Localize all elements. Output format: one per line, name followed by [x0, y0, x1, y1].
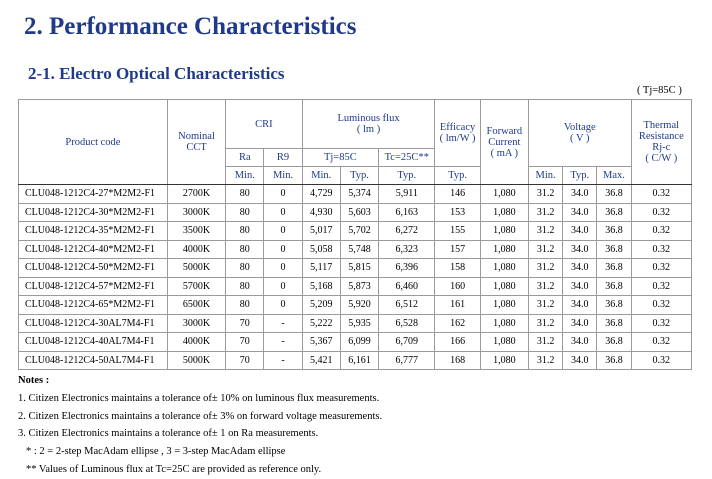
cell-voltage-max: 36.8: [597, 185, 631, 204]
cell-voltage-typ: 34.0: [563, 351, 597, 370]
cell-efficacy: 162: [435, 314, 480, 333]
cell-forward-current: 1,080: [480, 222, 528, 241]
cell-forward-current: 1,080: [480, 296, 528, 315]
table-row: [19, 296, 692, 315]
header-efficacy-unit: ( lm/W ): [439, 133, 476, 144]
cell-flux-min: 4,729: [302, 185, 340, 204]
cell-voltage-min: 31.2: [528, 277, 562, 296]
table-row: [19, 333, 692, 352]
header-efficacy: [435, 100, 480, 167]
cell-voltage-min: 31.2: [528, 259, 562, 278]
header-voltage-max: Max.: [597, 167, 631, 185]
cell-flux-tc25: 6,528: [379, 314, 435, 333]
header-luminous-flux: [302, 100, 435, 149]
table-row: [19, 277, 692, 296]
table-row: [19, 222, 692, 241]
cell-cct: 5700K: [167, 277, 225, 296]
cell-efficacy: 157: [435, 240, 480, 259]
notes-section: [18, 372, 382, 479]
cell-product-code: CLU048-1212C4-35*M2M2-F1: [19, 222, 168, 241]
cell-flux-min: 5,209: [302, 296, 340, 315]
cell-thermal-resistance: 0.32: [631, 259, 691, 278]
cell-flux-min: 4,930: [302, 203, 340, 222]
notes-title: Notes :: [18, 375, 50, 386]
header-current-label: Current: [488, 136, 521, 148]
cell-ra: 70: [226, 351, 264, 370]
cell-flux-min: 5,367: [302, 333, 340, 352]
header-cri: CRI: [226, 100, 302, 149]
cell-product-code: CLU048-1212C4-40AL7M4-F1: [19, 333, 168, 352]
cell-r9: 0: [264, 203, 302, 222]
cell-product-code: CLU048-1212C4-57*M2M2-F1: [19, 277, 168, 296]
cell-thermal-resistance: 0.32: [631, 296, 691, 315]
cell-ra: 80: [226, 203, 264, 222]
cell-voltage-max: 36.8: [597, 333, 631, 352]
table-row: [19, 259, 692, 278]
header-voltage-typ: Typ.: [563, 167, 597, 185]
section-title: 2-1. Electro Optical Characteristics: [28, 64, 285, 83]
header-flux-typ: Typ.: [340, 167, 378, 185]
header-thermal-resistance: [631, 100, 691, 185]
cell-flux-tc25: 6,163: [379, 203, 435, 222]
cell-flux-tc25: 5,911: [379, 185, 435, 204]
cell-thermal-resistance: 0.32: [631, 185, 691, 204]
cell-voltage-min: 31.2: [528, 185, 562, 204]
header-luminous-flux-label: Luminous flux: [337, 113, 400, 124]
cell-product-code: CLU048-1212C4-50AL7M4-F1: [19, 351, 168, 370]
cell-r9: -: [264, 333, 302, 352]
cell-voltage-min: 31.2: [528, 351, 562, 370]
cell-r9: 0: [264, 259, 302, 278]
cell-product-code: CLU048-1212C4-65*M2M2-F1: [19, 296, 168, 315]
cell-thermal-resistance: 0.32: [631, 314, 691, 333]
cell-flux-tc25: 6,512: [379, 296, 435, 315]
cell-flux-min: 5,421: [302, 351, 340, 370]
table-header-row: [19, 100, 692, 149]
cell-r9: -: [264, 314, 302, 333]
cell-voltage-max: 36.8: [597, 203, 631, 222]
header-r9-min: Min.: [264, 167, 302, 185]
header-rjc-label: Rj-c: [652, 142, 671, 153]
cell-ra: 80: [226, 222, 264, 241]
cell-forward-current: 1,080: [480, 185, 528, 204]
cell-efficacy: 160: [435, 277, 480, 296]
header-forward-current: [480, 100, 528, 185]
cell-cct: 4000K: [167, 333, 225, 352]
header-nominal-label: Nominal: [178, 131, 215, 142]
cell-ra: 80: [226, 240, 264, 259]
header-voltage-unit: ( V ): [570, 133, 590, 144]
table-row: [19, 185, 692, 204]
cell-forward-current: 1,080: [480, 351, 528, 370]
cell-voltage-max: 36.8: [597, 259, 631, 278]
header-voltage-min: Min.: [528, 167, 562, 185]
cell-ra: 80: [226, 259, 264, 278]
cell-r9: 0: [264, 296, 302, 315]
cell-voltage-max: 36.8: [597, 277, 631, 296]
cell-voltage-min: 31.2: [528, 203, 562, 222]
cell-efficacy: 161: [435, 296, 480, 315]
cell-flux-typ: 5,748: [340, 240, 378, 259]
header-nominal-cct: [167, 100, 225, 185]
header-efficacy-typ: Typ.: [435, 167, 480, 185]
cell-forward-current: 1,080: [480, 203, 528, 222]
header-voltage-label: Voltage: [563, 122, 596, 133]
cell-voltage-max: 36.8: [597, 296, 631, 315]
cell-voltage-typ: 34.0: [563, 259, 597, 278]
cell-flux-tc25: 6,323: [379, 240, 435, 259]
cell-flux-typ: 5,815: [340, 259, 378, 278]
cell-forward-current: 1,080: [480, 259, 528, 278]
cell-forward-current: 1,080: [480, 314, 528, 333]
cell-voltage-typ: 34.0: [563, 240, 597, 259]
cell-r9: 0: [264, 185, 302, 204]
table-row: [19, 351, 692, 370]
note-item: * : 2 = 2-step MacAdam ellipse , 3 = 3-step MacAdam ellipse: [26, 446, 286, 458]
cell-r9: -: [264, 351, 302, 370]
cell-ra: 80: [226, 277, 264, 296]
cell-efficacy: 155: [435, 222, 480, 241]
note-item: 1. Citizen Electronics maintains a tolerance of± 10% on luminous flux measurements.: [18, 392, 380, 404]
cell-cct: 3500K: [167, 222, 225, 241]
table-row: [19, 240, 692, 259]
cell-forward-current: 1,080: [480, 333, 528, 352]
cell-product-code: CLU048-1212C4-40*M2M2-F1: [19, 240, 168, 259]
header-voltage: [528, 100, 631, 167]
cell-flux-typ: 5,920: [340, 296, 378, 315]
page-title: 2. Performance Characteristics: [24, 13, 357, 40]
header-r9: R9: [264, 149, 302, 167]
cell-thermal-resistance: 0.32: [631, 203, 691, 222]
junction-temperature-condition: ( Tj=85C ): [637, 85, 682, 96]
cell-cct: 4000K: [167, 240, 225, 259]
cell-flux-typ: 5,374: [340, 185, 378, 204]
cell-flux-tc25: 6,460: [379, 277, 435, 296]
cell-voltage-max: 36.8: [597, 314, 631, 333]
header-efficacy-label: Efficacy: [439, 122, 476, 133]
cell-flux-min: 5,017: [302, 222, 340, 241]
cell-flux-typ: 5,873: [340, 277, 378, 296]
header-tj85: Tj=85C: [302, 149, 378, 167]
cell-thermal-resistance: 0.32: [631, 240, 691, 259]
cell-voltage-min: 31.2: [528, 240, 562, 259]
cell-thermal-resistance: 0.32: [631, 333, 691, 352]
cell-cct: 2700K: [167, 185, 225, 204]
cell-ra: 80: [226, 185, 264, 204]
cell-voltage-min: 31.2: [528, 296, 562, 315]
cell-product-code: CLU048-1212C4-30*M2M2-F1: [19, 203, 168, 222]
cell-cct: 3000K: [167, 203, 225, 222]
cell-efficacy: 166: [435, 333, 480, 352]
cell-flux-min: 5,058: [302, 240, 340, 259]
header-forward-label: Forward: [486, 125, 523, 137]
cell-product-code: CLU048-1212C4-30AL7M4-F1: [19, 314, 168, 333]
table-row: [19, 314, 692, 333]
cell-flux-tc25: 6,396: [379, 259, 435, 278]
cell-ra: 70: [226, 314, 264, 333]
cell-flux-min: 5,222: [302, 314, 340, 333]
header-ra-min: Min.: [226, 167, 264, 185]
cell-thermal-resistance: 0.32: [631, 351, 691, 370]
cell-r9: 0: [264, 240, 302, 259]
cell-cct: 3000K: [167, 314, 225, 333]
cell-ra: 80: [226, 296, 264, 315]
cell-voltage-max: 36.8: [597, 240, 631, 259]
cell-flux-typ: 5,702: [340, 222, 378, 241]
header-tc25-typ: Typ.: [379, 167, 435, 185]
header-product-code: Product code: [19, 100, 168, 185]
cell-voltage-typ: 34.0: [563, 277, 597, 296]
cell-flux-typ: 5,935: [340, 314, 378, 333]
header-cct-label: CCT: [186, 142, 207, 153]
header-tc25: Tc=25C**: [379, 149, 435, 167]
table-row: [19, 203, 692, 222]
header-current-unit: ( mA ): [490, 147, 519, 159]
note-item: 3. Citizen Electronics maintains a tolerance of± 1 on Ra measurements.: [18, 428, 319, 440]
cell-cct: 5000K: [167, 259, 225, 278]
cell-r9: 0: [264, 222, 302, 241]
cell-flux-typ: 6,099: [340, 333, 378, 352]
header-flux-min: Min.: [302, 167, 340, 185]
cell-efficacy: 158: [435, 259, 480, 278]
note-item: ** Values of Luminous flux at Tc=25C are provided as reference only.: [26, 463, 322, 475]
cell-voltage-typ: 34.0: [563, 333, 597, 352]
cell-voltage-min: 31.2: [528, 333, 562, 352]
cell-voltage-typ: 34.0: [563, 314, 597, 333]
electro-optical-table: [18, 99, 692, 370]
header-thermal-label: Thermal: [643, 120, 680, 131]
cell-flux-tc25: 6,709: [379, 333, 435, 352]
cell-thermal-resistance: 0.32: [631, 222, 691, 241]
note-item: 2. Citizen Electronics maintains a tolerance of± 3% on forward voltage measurements.: [18, 410, 383, 422]
cell-forward-current: 1,080: [480, 277, 528, 296]
header-rjc-unit: ( C/W ): [645, 153, 678, 164]
cell-flux-typ: 6,161: [340, 351, 378, 370]
cell-flux-tc25: 6,272: [379, 222, 435, 241]
cell-voltage-max: 36.8: [597, 351, 631, 370]
cell-voltage-max: 36.8: [597, 222, 631, 241]
cell-voltage-min: 31.2: [528, 314, 562, 333]
cell-voltage-min: 31.2: [528, 222, 562, 241]
cell-flux-tc25: 6,777: [379, 351, 435, 370]
cell-product-code: CLU048-1212C4-50*M2M2-F1: [19, 259, 168, 278]
cell-flux-min: 5,117: [302, 259, 340, 278]
cell-voltage-typ: 34.0: [563, 222, 597, 241]
cell-r9: 0: [264, 277, 302, 296]
cell-product-code: CLU048-1212C4-27*M2M2-F1: [19, 185, 168, 204]
cell-efficacy: 153: [435, 203, 480, 222]
cell-cct: 5000K: [167, 351, 225, 370]
cell-voltage-typ: 34.0: [563, 185, 597, 204]
cell-efficacy: 146: [435, 185, 480, 204]
cell-ra: 70: [226, 333, 264, 352]
cell-cct: 6500K: [167, 296, 225, 315]
table-body: [19, 185, 692, 370]
cell-flux-typ: 5,603: [340, 203, 378, 222]
header-luminous-flux-unit: ( lm ): [356, 124, 381, 135]
header-ra: Ra: [226, 149, 264, 167]
cell-voltage-typ: 34.0: [563, 296, 597, 315]
cell-forward-current: 1,080: [480, 240, 528, 259]
cell-efficacy: 168: [435, 351, 480, 370]
header-resistance-label: Resistance: [638, 131, 684, 142]
cell-flux-min: 5,168: [302, 277, 340, 296]
cell-voltage-typ: 34.0: [563, 203, 597, 222]
cell-thermal-resistance: 0.32: [631, 277, 691, 296]
